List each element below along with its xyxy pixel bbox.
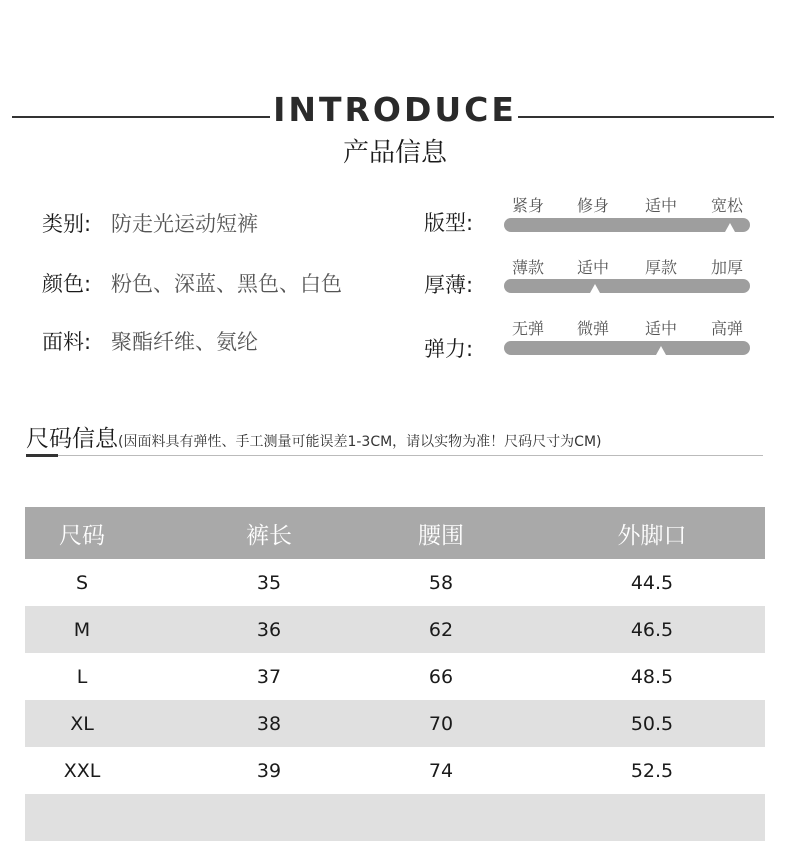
- scale-option: 高弹: [710, 319, 743, 338]
- size-heading: [26, 420, 602, 453]
- size-title: 尺码信息: [26, 426, 118, 452]
- table-cell: S: [75, 571, 89, 594]
- scale-option: 适中: [644, 319, 677, 338]
- size-note: (因面料具有弹性、手工测量可能误差1-3CM，请以实物为准！尺码尺寸为CM): [118, 434, 602, 450]
- scale-option: 紧身: [511, 196, 544, 215]
- scale-bar-fit: [504, 218, 750, 232]
- scale-option: 加厚: [710, 258, 743, 277]
- table-header-cell: 腰围: [418, 522, 464, 549]
- info-label-category: 类别:: [42, 212, 92, 236]
- table-header-row: [25, 507, 765, 559]
- scale-option: 厚款: [644, 258, 677, 277]
- table-cell: L: [76, 665, 88, 688]
- page-subtitle: 产品信息: [342, 138, 447, 168]
- info-value-category: 防走光运动短裤: [111, 212, 258, 236]
- table-row: [25, 606, 765, 653]
- table-row: [25, 747, 765, 794]
- scale-option: 薄款: [511, 258, 544, 277]
- table-cell: 37: [256, 665, 282, 688]
- table-row: [25, 559, 765, 606]
- scale-marker: [590, 284, 600, 293]
- info-label-color: 颜色:: [42, 272, 92, 296]
- table-header-cell: 外脚口: [617, 522, 687, 549]
- table-cell: 35: [256, 571, 282, 594]
- table-cell: 46.5: [630, 618, 674, 641]
- size-divider-accent: [26, 454, 58, 457]
- table-cell: M: [73, 618, 91, 641]
- table-cell: 36: [256, 618, 282, 641]
- size-table: [25, 507, 765, 841]
- scale-label-fit: 版型:: [424, 211, 474, 235]
- scale-label-thickness: 厚薄:: [424, 273, 474, 297]
- table-cell: 74: [428, 759, 454, 782]
- scale-option: 适中: [576, 258, 609, 277]
- table-row: [25, 653, 765, 700]
- info-value-color: 粉色、深蓝、黑色、白色: [111, 272, 342, 296]
- scale-option: 微弹: [576, 319, 609, 338]
- table-cell: 58: [428, 571, 454, 594]
- scale-option: 适中: [644, 196, 677, 215]
- scale-marker: [656, 346, 666, 355]
- table-cell: XXL: [63, 759, 101, 782]
- table-cell: 70: [428, 712, 454, 735]
- scale-option: 宽松: [710, 196, 743, 215]
- table-cell: 52.5: [630, 759, 674, 782]
- info-value-fabric: 聚酯纤维、氨纶: [111, 330, 258, 354]
- scale-bar-elasticity: [504, 341, 750, 355]
- table-cell: 38: [256, 712, 282, 735]
- scale-bar-thickness: [504, 279, 750, 293]
- table-header-cell: 尺码: [59, 522, 105, 549]
- size-divider: [26, 455, 763, 456]
- table-cell: 44.5: [630, 571, 674, 594]
- table-row: [25, 794, 765, 841]
- table-header-cell: 裤长: [246, 522, 292, 549]
- scale-option: 修身: [576, 196, 609, 215]
- table-cell: 39: [256, 759, 282, 782]
- table-cell: 50.5: [630, 712, 674, 735]
- scale-label-elasticity: 弹力:: [424, 337, 474, 361]
- table-cell: 48.5: [630, 665, 674, 688]
- info-label-fabric: 面料:: [42, 330, 92, 354]
- page-title: INTRODUCE: [273, 90, 517, 129]
- table-cell: XL: [70, 712, 94, 735]
- table-row: [25, 700, 765, 747]
- scale-option: 无弹: [511, 319, 544, 338]
- scale-marker: [725, 223, 735, 232]
- table-cell: 62: [428, 618, 454, 641]
- table-cell: 66: [428, 665, 454, 688]
